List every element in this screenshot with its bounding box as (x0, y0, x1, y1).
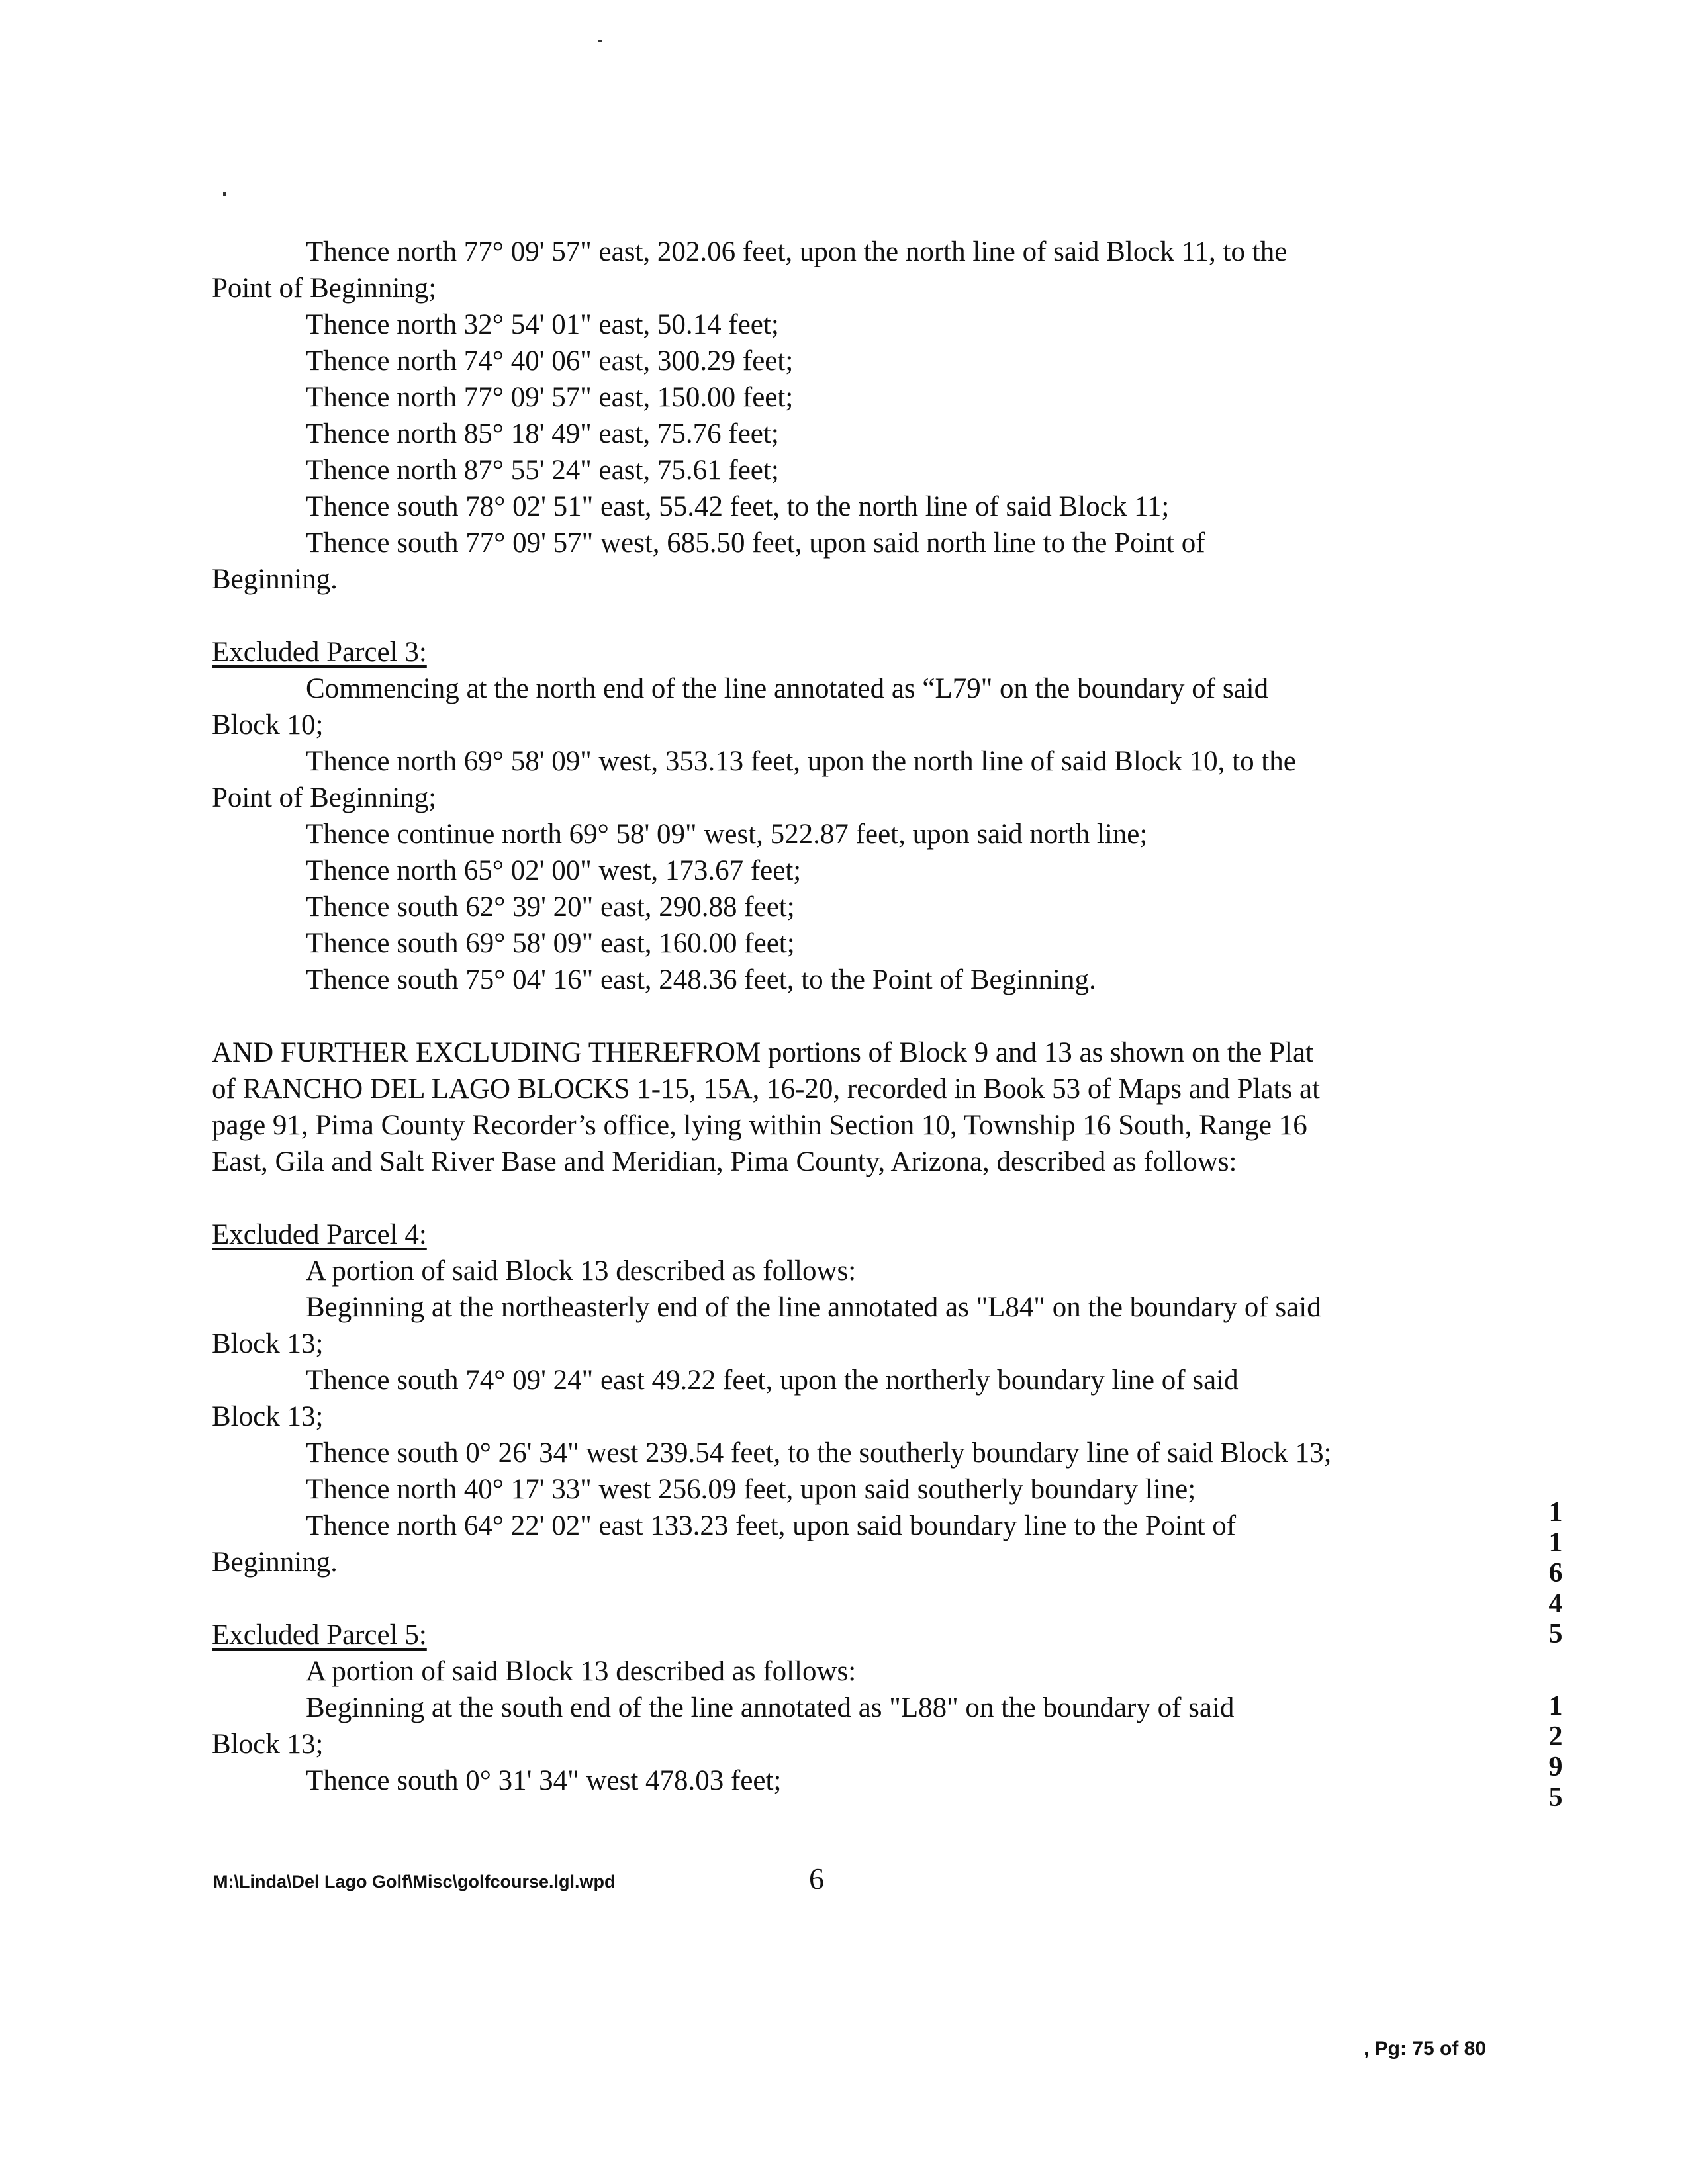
legal-description (212, 234, 1470, 1799)
course-line: A portion of said Block 13 described as follows: (306, 1255, 857, 1287)
course-line-continuation: Beginning. (212, 564, 338, 595)
course-line: Beginning at the south end of the line annotated as "L88" on the boundary of said (306, 1692, 1235, 1723)
course-line: Thence south 77° 09' 57" west, 685.50 feet, upon said north line to the Point of (306, 527, 1205, 559)
course-line: A portion of said Block 13 described as follows: (306, 1656, 857, 1687)
stamp-digit: 5 (1548, 1619, 1563, 1649)
stamp-digit: 1 (1548, 1497, 1563, 1527)
stamp-digit: 2 (1548, 1721, 1563, 1752)
recording-stamp-upper (1542, 1497, 1569, 1649)
course-line: Thence south 0° 26' 34" west 239.54 feet, to the southerly boundary line of said Block 13; (306, 1437, 1332, 1469)
parcel-4-heading: Excluded Parcel 4: (212, 1219, 427, 1250)
stamp-digit: 1 (1548, 1691, 1563, 1721)
course-line: Thence north 87° 55' 24" east, 75.61 feet; (306, 455, 779, 486)
course-line-continuation: Point of Beginning; (212, 273, 437, 304)
course-line: Beginning at the northeasterly end of the line annotated as "L84" on the boundary of said (306, 1292, 1321, 1323)
course-line-continuation: Point of Beginning; (212, 782, 437, 813)
course-line: Thence south 0° 31' 34" west 478.03 feet; (306, 1765, 782, 1796)
course-line: Thence north 77° 09' 57" east, 202.06 feet, upon the north line of said Block 11, to the (306, 236, 1288, 267)
course-line: Thence continue north 69° 58' 09" west, 522.87 feet, upon said north line; (306, 819, 1148, 850)
course-line: Thence north 69° 58' 09" west, 353.13 feet, upon the north line of said Block 10, to the (306, 746, 1296, 777)
stamp-digit: 9 (1548, 1752, 1563, 1782)
course-line: Thence north 32° 54' 01" east, 50.14 feet; (306, 309, 779, 340)
course-line: Thence south 78° 02' 51" east, 55.42 feet, to the north line of said Block 11; (306, 491, 1170, 522)
stamp-digit: 5 (1548, 1782, 1563, 1813)
course-line: Thence north 77° 09' 57" east, 150.00 feet; (306, 382, 794, 413)
course-line: Thence south 75° 04' 16" east, 248.36 feet, to the Point of Beginning. (306, 964, 1096, 995)
course-line-continuation: Block 10; (212, 709, 324, 741)
scan-speck (598, 40, 602, 42)
further-exclusion-line: AND FURTHER EXCLUDING THEREFROM portions of Block 9 and 13 as shown on the Plat (212, 1037, 1314, 1068)
course-line: Thence south 62° 39' 20" east, 290.88 feet; (306, 891, 795, 923)
course-line: Commencing at the north end of the line annotated as “L79" on the boundary of said (306, 673, 1269, 704)
footer-file-path: M:\Linda\Del Lago Golf\Misc\golfcourse.lgl.wpd (213, 1872, 616, 1891)
scan-speck (223, 192, 226, 196)
stamp-digit: 6 (1548, 1558, 1563, 1588)
course-line: Thence south 69° 58' 09" east, 160.00 feet; (306, 928, 795, 959)
course-line: Thence north 40° 17' 33" west 256.09 feet, upon said southerly boundary line; (306, 1474, 1196, 1505)
course-line-continuation: Block 13; (212, 1729, 324, 1760)
course-line: Thence north 74° 40' 06" east, 300.29 feet; (306, 345, 794, 377)
course-line: Thence north 64° 22' 02" east 133.23 feet, upon said boundary line to the Point of (306, 1510, 1237, 1541)
stamp-digit: 4 (1548, 1588, 1563, 1619)
page-counter: , Pg: 75 of 80 (1364, 2038, 1487, 2060)
page-number: 6 (809, 1862, 824, 1895)
parcel-3-heading: Excluded Parcel 3: (212, 637, 427, 668)
course-line-continuation: Block 13; (212, 1328, 324, 1359)
course-line-continuation: Beginning. (212, 1547, 338, 1578)
recording-stamp-lower (1542, 1691, 1569, 1813)
course-line: Thence north 85° 18' 49" east, 75.76 feet; (306, 418, 779, 449)
course-line: Thence north 65° 02' 00" west, 173.67 feet; (306, 855, 802, 886)
course-line: Thence south 74° 09' 24" east 49.22 feet, upon the northerly boundary line of said (306, 1365, 1239, 1396)
further-exclusion-line: page 91, Pima County Recorder’s office, lying within Section 10, Township 16 South, Range 16 (212, 1110, 1307, 1141)
further-exclusion-line: East, Gila and Salt River Base and Meridian, Pima County, Arizona, described as follows: (212, 1146, 1237, 1177)
stamp-digit: 1 (1548, 1527, 1563, 1558)
further-exclusion-line: of RANCHO DEL LAGO BLOCKS 1-15, 15A, 16-20, recorded in Book 53 of Maps and Plats at (212, 1073, 1321, 1105)
course-line-continuation: Block 13; (212, 1401, 324, 1432)
parcel-5-heading: Excluded Parcel 5: (212, 1619, 427, 1651)
